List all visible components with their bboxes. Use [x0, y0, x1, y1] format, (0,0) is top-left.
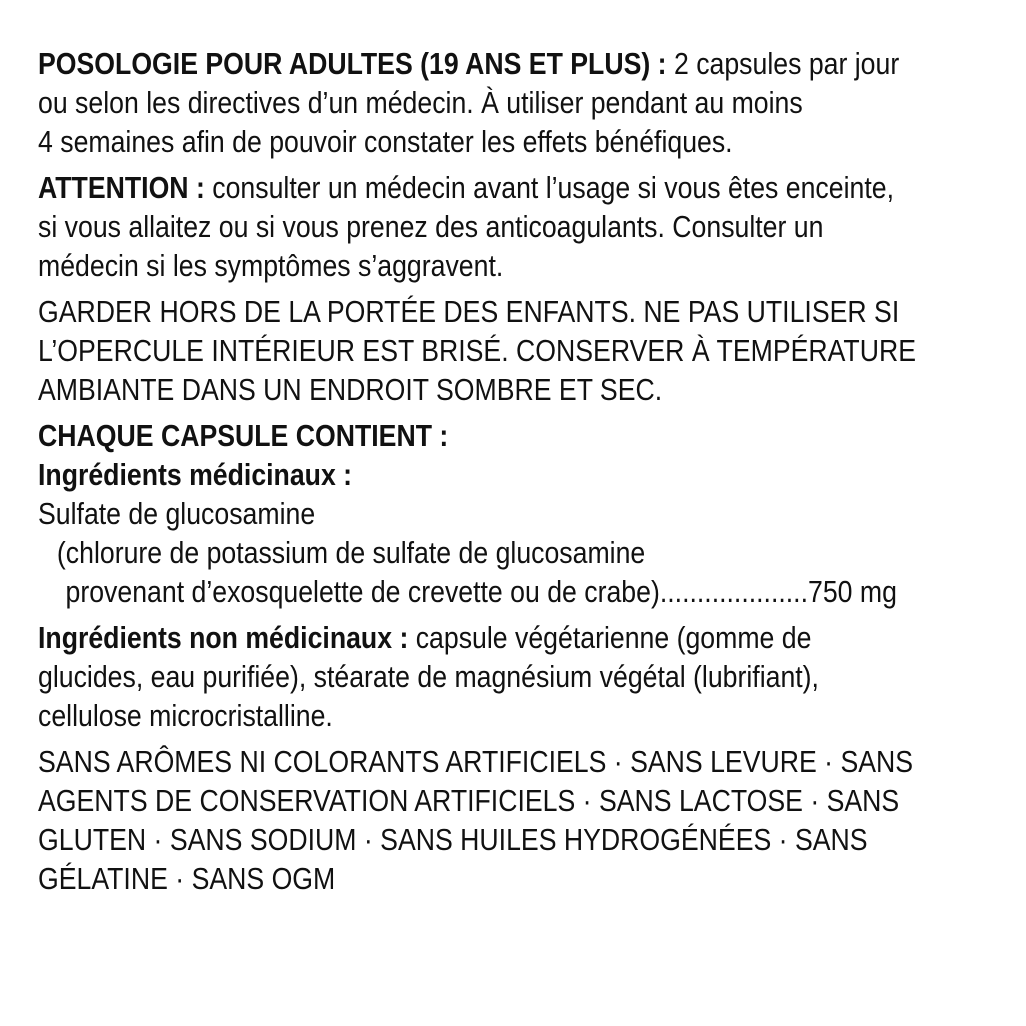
ingredient-amount: 750 mg [807, 574, 897, 609]
nonmedicinal-line-2: glucides, eau purifiée), stéarate de magnésium végétal (lubrifiant), [38, 659, 819, 694]
storage-line-1: GARDER HORS DE LA PORTÉE DES ENFANTS. NE PAS UTILISER SI [38, 294, 900, 329]
free-from-section [38, 742, 998, 898]
nonmedicinal-heading: Ingrédients non médicinaux : [38, 620, 409, 655]
ingredient-detail-2: provenant d’exosquelette de crevette ou de crabe) [65, 574, 660, 609]
ingredient-name: Sulfate de glucosamine [38, 496, 316, 531]
free-from-line-4: GÉLATINE · SANS OGM [38, 861, 336, 896]
product-label-text [38, 44, 998, 898]
dosage-text-1: 2 capsules par jour [666, 46, 900, 81]
nonmedicinal-text-1: capsule végétarienne (gomme de [408, 620, 812, 655]
storage-line-2: L’OPERCULE INTÉRIEUR EST BRISÉ. CONSERVER À TEMPÉRATURE [38, 333, 917, 368]
dosage-line-3: 4 semaines afin de pouvoir constater les effets bénéfiques. [38, 124, 733, 159]
caution-heading: ATTENTION : [38, 170, 205, 205]
dosage-line-1 [38, 44, 998, 83]
free-from-line-3: GLUTEN · SANS SODIUM · SANS HUILES HYDROGÉNÉES · SANS [38, 822, 868, 857]
caution-line-3: médecin si les symptômes s’aggravent. [38, 248, 504, 283]
nonmedicinal-line-1 [38, 618, 998, 657]
dosage-line-2: ou selon les directives d’un médecin. À utiliser pendant au moins [38, 85, 803, 120]
ingredient-dots: .................... [659, 574, 808, 609]
dosage-section [38, 44, 998, 161]
medicinal-heading: Ingrédients médicinaux : [38, 457, 353, 492]
caution-text-1: consulter un médecin avant l’usage si vous êtes enceinte, [204, 170, 894, 205]
caution-line-1 [38, 168, 998, 207]
dosage-heading: POSOLOGIE POUR ADULTES (19 ANS ET PLUS) : [38, 46, 667, 81]
nonmedicinal-section [38, 618, 998, 735]
free-from-line-1: SANS ARÔMES NI COLORANTS ARTIFICIELS · SANS LEVURE · SANS [38, 744, 914, 779]
ingredient-detail-row [38, 572, 998, 611]
storage-section [38, 292, 998, 409]
nonmedicinal-line-3: cellulose microcristalline. [38, 698, 333, 733]
ingredient-detail-1: (chlorure de potassium de sulfate de glucosamine [56, 535, 646, 570]
caution-line-2: si vous allaitez ou si vous prenez des anticoagulants. Consulter un [38, 209, 824, 244]
storage-line-3: AMBIANTE DANS UN ENDROIT SOMBRE ET SEC. [38, 372, 663, 407]
contents-section [38, 416, 998, 611]
caution-section [38, 168, 998, 285]
contents-heading: CHAQUE CAPSULE CONTIENT : [38, 418, 449, 453]
free-from-line-2: AGENTS DE CONSERVATION ARTIFICIELS · SANS LACTOSE · SANS [38, 783, 900, 818]
